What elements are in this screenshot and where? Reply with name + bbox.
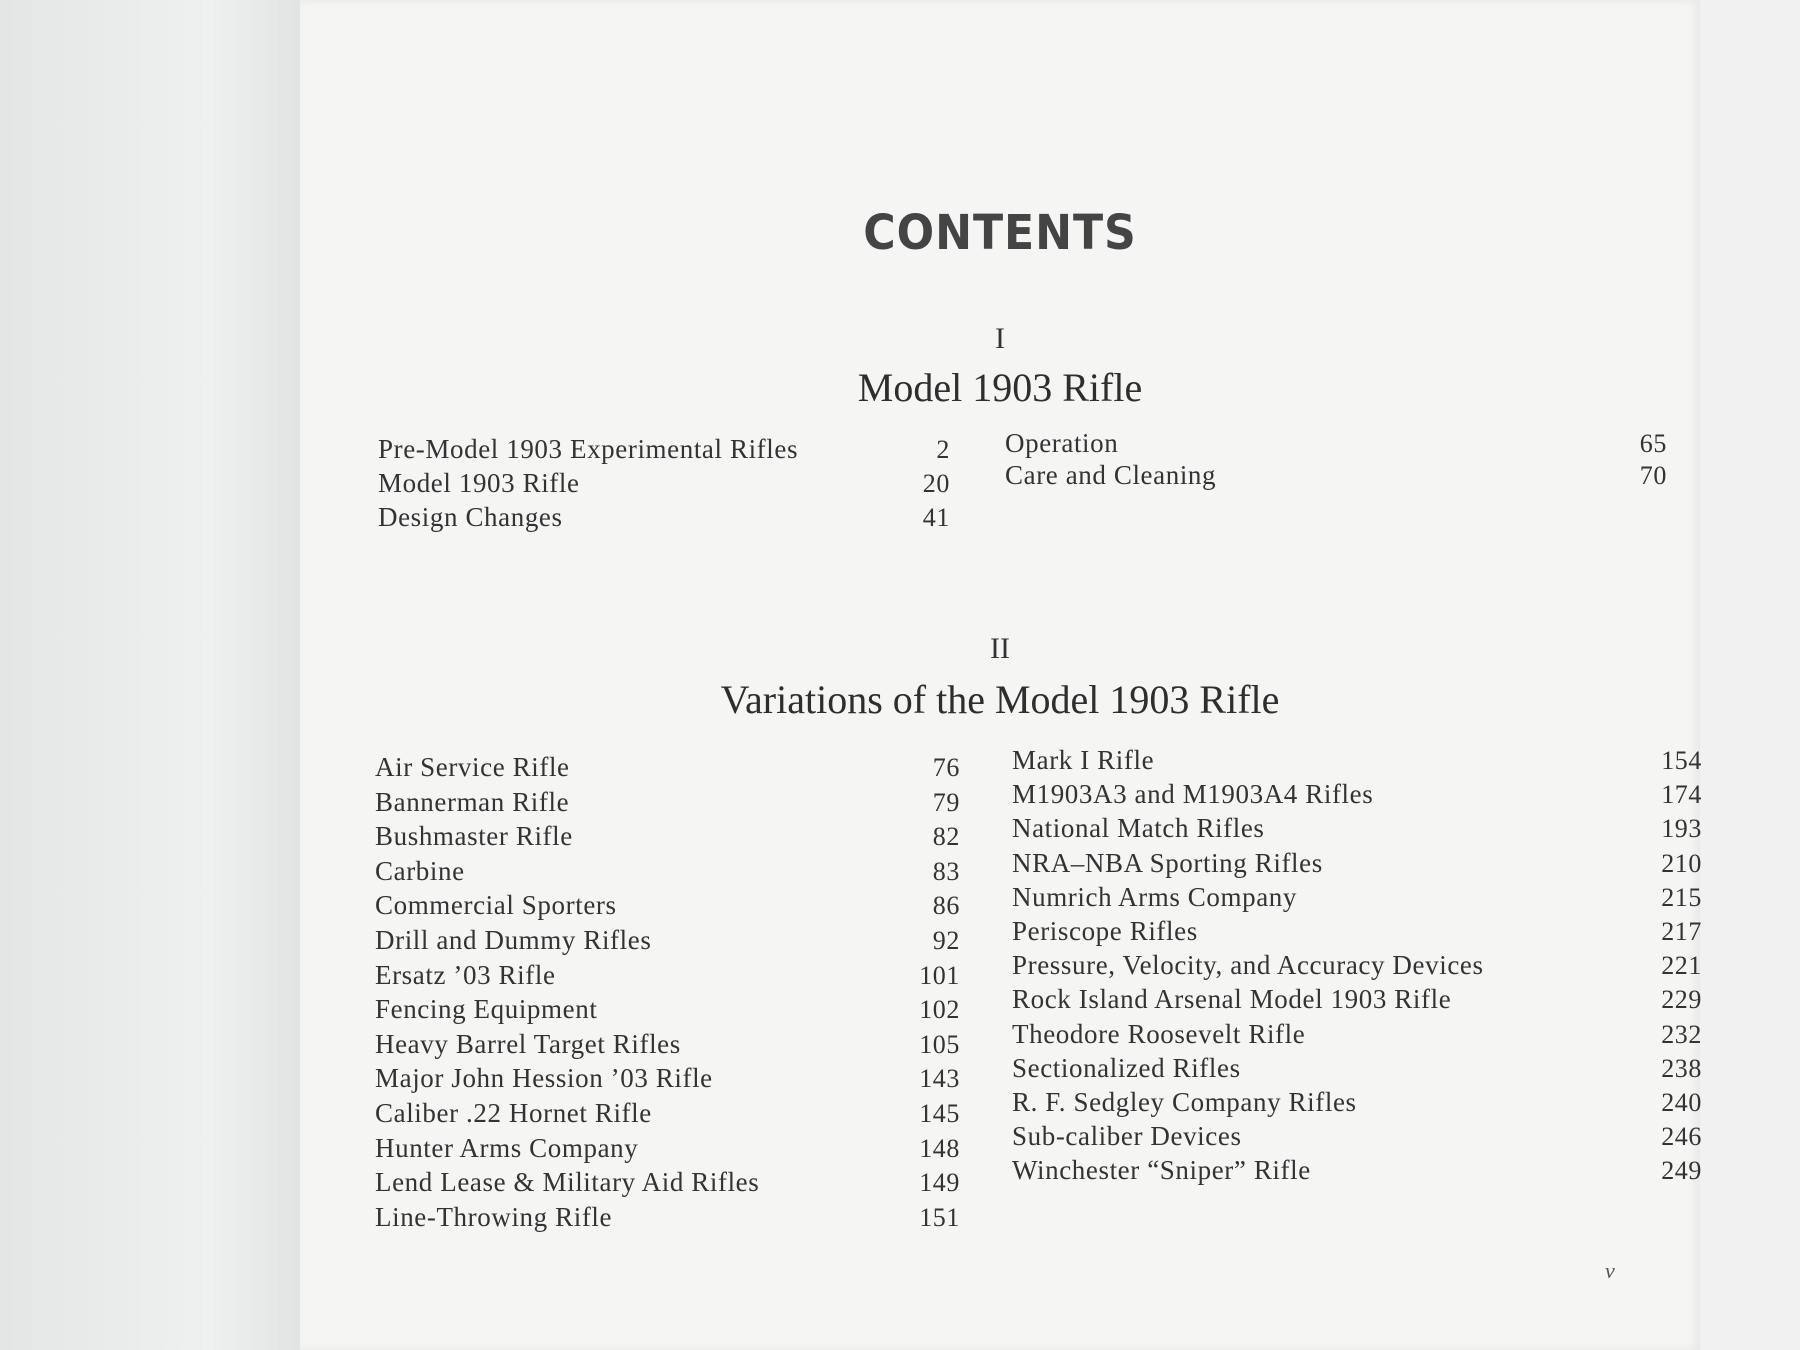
toc-entry	[375, 787, 960, 821]
toc-entry-page: 217	[1661, 917, 1702, 946]
page-folio: v	[1605, 1258, 1615, 1283]
toc-entry	[375, 960, 960, 994]
toc-entry-title: Care and Cleaning	[1005, 460, 1217, 490]
toc-entry-title: Sub-caliber Devices	[1012, 1121, 1242, 1152]
toc-entry	[1012, 1155, 1702, 1189]
toc-entry-title: Numrich Arms Company	[1012, 881, 1297, 912]
toc-entry	[1012, 779, 1702, 813]
toc-entry	[375, 821, 960, 855]
toc-entry-title: Pressure, Velocity, and Accuracy Devices	[1012, 950, 1484, 981]
toc-entry-page: 143	[919, 1064, 960, 1094]
toc-entry-page: 249	[1661, 1156, 1702, 1186]
toc-entry-title: Fencing Equipment	[375, 994, 598, 1025]
toc-entry	[1012, 984, 1702, 1018]
toc-entry	[375, 1202, 960, 1236]
toc-entry-title: R. F. Sedgley Company Rifles	[1012, 1087, 1357, 1117]
toc-entry-page: 215	[1661, 882, 1702, 912]
toc-entry	[375, 1029, 960, 1063]
toc-entry-title: Caliber .22 Hornet Rifle	[375, 1098, 652, 1128]
toc-entry	[1012, 1121, 1702, 1155]
toc-entry-title: M1903A3 and M1903A4 Rifles	[1012, 779, 1374, 810]
toc-entry-title: Commercial Sporters	[375, 890, 617, 921]
toc-entry-page: 70	[1639, 461, 1667, 490]
toc-entry	[378, 434, 950, 468]
toc-entry-page: 229	[1661, 985, 1702, 1015]
toc-entry-title: Theodore Roosevelt Rifle	[1012, 1018, 1306, 1049]
toc-entry	[1012, 916, 1702, 950]
toc-entry	[375, 752, 960, 786]
toc-entry-page: 20	[922, 469, 950, 498]
toc-entry-page: 154	[1661, 746, 1702, 775]
toc-entry	[378, 502, 950, 536]
toc-entry	[375, 1063, 960, 1097]
toc-entry-page: 148	[919, 1133, 960, 1163]
toc-entry-page: 246	[1661, 1122, 1702, 1152]
toc-entry-title: Carbine	[375, 855, 465, 886]
toc-entry	[1005, 460, 1667, 494]
toc-entry-page: 101	[919, 960, 960, 990]
toc-entry-page: 76	[932, 753, 960, 782]
toc-entry	[1012, 745, 1702, 779]
toc-entry-page: 102	[919, 995, 960, 1025]
toc-entry	[1012, 848, 1702, 882]
toc-entry-title: Bannerman Rifle	[375, 786, 570, 817]
toc-entry-page: 2	[936, 435, 950, 464]
toc-entry-title: Major John Hession ’03 Rifle	[375, 1063, 713, 1094]
toc-entry-page: 79	[932, 787, 960, 817]
toc-entry	[375, 994, 960, 1028]
toc-entry-title: Pre-Model 1903 Experimental Rifles	[378, 434, 799, 464]
toc-entry-page: 86	[932, 891, 960, 921]
toc-entry-page: 65	[1639, 429, 1667, 458]
toc-entry	[1012, 1053, 1702, 1087]
toc-entry	[1012, 813, 1702, 847]
toc-entry-page: 82	[932, 822, 960, 852]
toc-entry-title: Ersatz ’03 Rifle	[375, 959, 556, 990]
toc-entry-page: 149	[919, 1168, 960, 1198]
toc-entry	[378, 468, 950, 502]
toc-entry-title: Design Changes	[378, 502, 563, 532]
toc-entry-title: Periscope Rifles	[1012, 916, 1198, 946]
book-gutter	[0, 0, 300, 1350]
toc-entry	[1012, 1019, 1702, 1053]
toc-entry-page: 41	[922, 503, 950, 532]
toc-entry-page: 105	[919, 1029, 960, 1059]
toc-entry-title: Bushmaster Rifle	[375, 821, 573, 852]
toc-entry-title: Line-Throwing Rifle	[375, 1201, 613, 1232]
toc-entry-title: NRA–NBA Sporting Rifles	[1012, 847, 1323, 878]
page-title: CONTENTS	[863, 205, 1137, 261]
toc-entry-title: Heavy Barrel Target Rifles	[375, 1028, 681, 1059]
toc-entry-page: 83	[932, 856, 960, 886]
toc-entry-title: Drill and Dummy Rifles	[375, 925, 652, 955]
section-2-title: Variations of the Model 1903 Rifle	[720, 677, 1280, 722]
contents-page	[300, 0, 1700, 1350]
toc-entry-page: 240	[1661, 1088, 1702, 1117]
toc-entry-title: Lend Lease & Military Aid Rifles	[375, 1167, 760, 1198]
toc-entry-title: National Match Rifles	[1012, 813, 1265, 844]
toc-entry-title: Model 1903 Rifle	[378, 468, 580, 498]
toc-entry	[375, 1133, 960, 1167]
toc-entry	[1012, 882, 1702, 916]
toc-entry	[1005, 428, 1667, 462]
toc-entry-page: 232	[1661, 1019, 1702, 1049]
toc-entry	[1012, 1087, 1702, 1121]
toc-entry	[375, 1098, 960, 1132]
toc-entry-page: 238	[1661, 1053, 1702, 1083]
toc-entry-page: 145	[919, 1099, 960, 1128]
toc-entry-page: 92	[932, 926, 960, 955]
toc-entry	[1012, 950, 1702, 984]
toc-entry-title: Winchester “Sniper” Rifle	[1012, 1155, 1311, 1186]
toc-entry-page: 193	[1661, 814, 1702, 844]
toc-entry	[375, 1167, 960, 1201]
toc-entry	[375, 925, 960, 959]
toc-entry-title: Air Service Rifle	[375, 752, 570, 782]
toc-entry-page: 210	[1661, 848, 1702, 878]
section-2-numeral: II	[990, 632, 1010, 665]
section-1-numeral: I	[995, 322, 1005, 355]
toc-entry-page: 221	[1661, 951, 1702, 981]
toc-entry-page: 151	[919, 1202, 960, 1232]
toc-entry	[375, 856, 960, 890]
toc-entry	[375, 890, 960, 924]
toc-entry-page: 174	[1661, 780, 1702, 810]
toc-entry-title: Rock Island Arsenal Model 1903 Rifle	[1012, 984, 1452, 1015]
toc-entry-title: Hunter Arms Company	[375, 1132, 639, 1163]
page-edge	[1700, 0, 1800, 1350]
section-1-title: Model 1903 Rifle	[857, 365, 1143, 410]
toc-entry-title: Mark I Rifle	[1012, 745, 1155, 775]
toc-entry-title: Operation	[1005, 428, 1119, 458]
toc-entry-title: Sectionalized Rifles	[1012, 1052, 1241, 1083]
